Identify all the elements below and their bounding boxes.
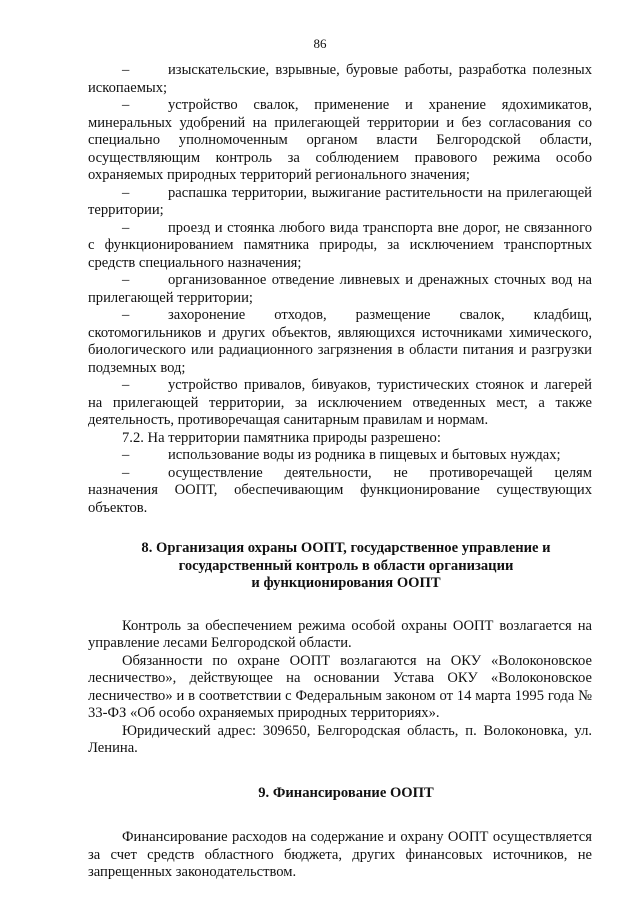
list-dash: – [122,307,130,323]
list-dash: – [122,464,130,481]
list-item-text: распашка территории, выжигание растительности на прилегающей территории; [88,184,592,218]
list-dash: – [122,219,130,236]
section-9-paragraph: Финансирование расходов на содержание и охрану ООПТ осуществляется за счет средств областного бюджета, других финансовых источников, не запрещенных законодательством. [88,829,592,880]
list-item [88,377,592,430]
list-item-text: проезд и стоянка любого вида транспорта вне дорог, не связанного с функционированием памятника природы, за исключением транспортных средств специального назначения; [88,219,592,271]
list-item-text: захоронение отходов, размещение свалок, кладбищ, скотомогильников и других объектов, являющихся источниками химического, биологического или радиационного загрязнения в области питания и разгрузки подземных вод; [88,307,592,376]
list-item [88,97,592,185]
section-8-heading [88,540,592,593]
list-item [88,465,592,518]
list-item-text: устройство привалов, бивуаков, туристических стоянок и лагерей на прилегающей территории, за исключением отведенных мест, а также деятельность, противоречащая санитарным правилам и нормам. [88,377,592,428]
list-dash: – [122,377,130,393]
section-9-heading: 9. Финансирование ООПТ [258,784,434,801]
list-item-text: осуществление деятельности, не противоречащей целям назначения ООПТ, обеспечивающим функционирование существующих объектов. [88,464,592,516]
list-dash: – [122,447,130,463]
heading-line: государственный контроль в области организации [178,557,514,574]
list-item [88,185,592,220]
heading-line: и функционирования ООПТ [251,575,441,591]
list-item [88,220,592,273]
list-item [88,272,592,307]
list-item [88,307,592,377]
list-dash: – [122,62,130,78]
list-dash: – [122,272,130,288]
section-8-paragraph: Контроль за обеспечением режима особой охраны ООПТ возлагается на управление лесами Белгородской области. [88,617,592,651]
list-dash: – [122,184,130,201]
list-item-text: организованное отведение ливневых и дренажных сточных вод на прилегающей территории; [88,272,592,306]
list-item-text: изыскательские, взрывные, буровые работы, разработка полезных ископаемых; [88,62,592,96]
list-item-text: устройство свалок, применение и хранение ядохимикатов, минеральных удобрений на прилегающей территории и без согласования со специально уполномоченным органом власти Белгородской области, осуществляющим контроль за соблюдением правового режима особо охраняемых природных территорий регионального значения; [88,97,592,183]
page-number: 86 [313,36,327,51]
document-body [88,62,592,882]
list-dash: – [122,97,130,113]
section-8-paragraph: Юридический адрес: 309650, Белгородская область, п. Волоконовка, ул. Ленина. [88,722,592,756]
section-8-paragraph: Обязанности по охране ООПТ возлагаются на ОКУ «Волоконовское лесничество», действующее на основании Устава ОКУ «Волоконовское лесничество» и в соответствии с Федеральным законом от 14 марта 1995 года № 33-ФЗ «Об особо охраняемых природных территориях». [88,652,592,721]
list-item-text: использование воды из родника в пищевых и бытовых нуждах; [168,447,561,463]
list-item [88,62,592,97]
list-item [88,447,592,465]
prohibited-activities-list [88,62,592,430]
heading-line: 8. Организация охраны ООПТ, государственное управление и [141,540,551,556]
clause-7-2: 7.2. На территории памятника природы разрешено: [122,429,441,446]
permitted-activities-list [88,447,592,517]
